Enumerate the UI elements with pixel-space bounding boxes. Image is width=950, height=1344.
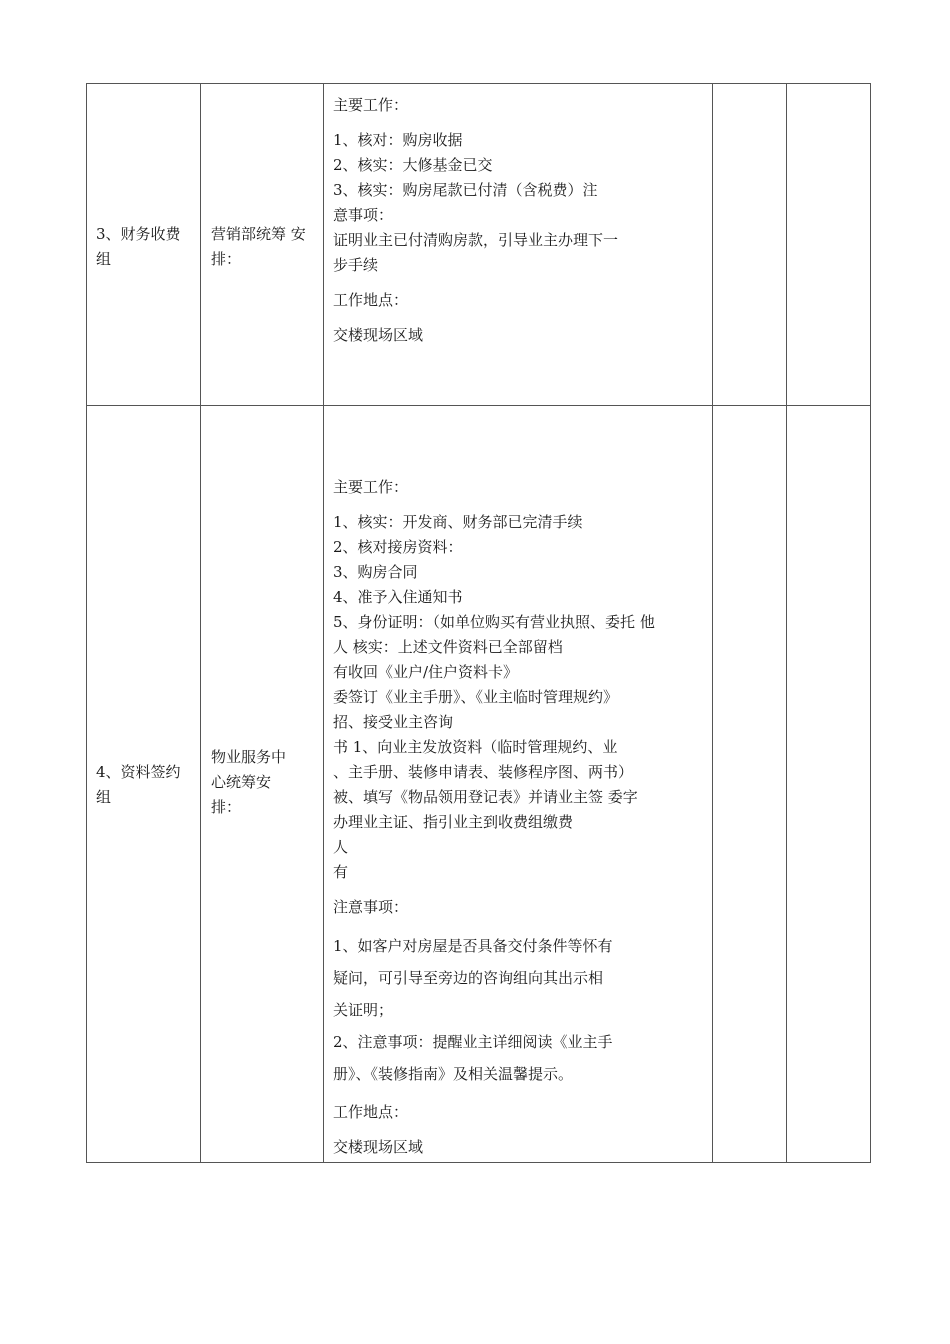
location-text: 交楼现场区域 (333, 326, 424, 344)
duty-line: 、主手册、装修申请表、装修程序图、两书） (333, 763, 634, 781)
duty-line: 意事项： (333, 206, 394, 224)
duty-line: 1、核实：开发商、财务部已完清手续 (333, 513, 583, 531)
section-heading: 工作地点： (333, 1103, 409, 1121)
group-name-cell (96, 760, 181, 810)
section-heading: 注意事项： (333, 898, 409, 916)
duty-line: 3、购房合同 (333, 563, 418, 581)
duty-line: 有收回《业户/住户资料卡》 (333, 663, 519, 681)
duty-line: 有 (333, 863, 349, 881)
row-divider (86, 405, 871, 406)
note-line: 关证明； (333, 1001, 394, 1019)
duty-content-cell (333, 475, 655, 1160)
arranger-line: 排： (211, 250, 242, 268)
duty-content-cell (333, 93, 618, 348)
duty-line: 被、填写《物品领用登记表》并请业主签 委字 (333, 788, 638, 806)
arranger-line: 心统筹安 (211, 773, 272, 791)
duty-line: 书 1、向业主发放资料（临时管理规约、业 (333, 738, 618, 756)
arranger-line: 营销部统筹 安 (211, 225, 306, 243)
duty-line: 2、核对接房资料： (333, 538, 463, 556)
duty-line: 步手续 (333, 256, 379, 274)
section-heading: 工作地点： (333, 291, 409, 309)
duty-line: 1、核对：购房收据 (333, 131, 463, 149)
duty-line: 5、身份证明：（如单位购买有营业执照、委托 他 (333, 613, 655, 631)
arranger-cell (211, 745, 286, 820)
note-line: 册》、《装修指南》及相关温馨提示。 (333, 1065, 574, 1083)
table-border-left (86, 83, 87, 1163)
duty-line: 招、接受业主咨询 (333, 713, 454, 731)
duty-line: 人 (333, 838, 349, 856)
section-heading: 主要工作： (333, 478, 409, 496)
table-border-right (870, 83, 871, 1163)
duty-line: 证明业主已付清购房款，引导业主办理下一 (333, 231, 619, 249)
arranger-line: 物业服务中 (211, 748, 287, 766)
table-border-top (86, 83, 871, 84)
column-divider (323, 83, 324, 1163)
duty-line: 委签订《业主手册》、《业主临时管理规约》 (333, 688, 619, 706)
note-line: 1、如客户对房屋是否具备交付条件等怀有 (333, 937, 613, 955)
note-line: 2、注意事项：提醒业主详细阅读《业主手 (333, 1033, 613, 1051)
duty-line: 人 核实：上述文件资料已全部留档 (333, 638, 563, 656)
note-line: 疑问，可引导至旁边的咨询组向其出示相 (333, 969, 604, 987)
location-text: 交楼现场区域 (333, 1138, 424, 1156)
group-name-line: 3、财务收费 (96, 225, 181, 243)
table-border-bottom (86, 1162, 871, 1163)
group-name-line: 组 (96, 788, 112, 806)
column-divider (200, 83, 201, 1163)
duty-line: 2、核实：大修基金已交 (333, 156, 493, 174)
duty-line: 4、准予入住通知书 (333, 588, 463, 606)
column-divider (712, 83, 713, 1163)
column-divider (786, 83, 787, 1163)
duty-line: 3、核实：购房尾款已付清（含税费）注 (333, 181, 598, 199)
group-name-line: 组 (96, 250, 112, 268)
section-heading: 主要工作： (333, 96, 409, 114)
group-name-cell (96, 222, 181, 272)
arranger-line: 排： (211, 798, 242, 816)
duty-line: 办理业主证、指引业主到收费组缴费 (333, 813, 574, 831)
arranger-cell (211, 222, 306, 272)
group-name-line: 4、资料签约 (96, 763, 181, 781)
